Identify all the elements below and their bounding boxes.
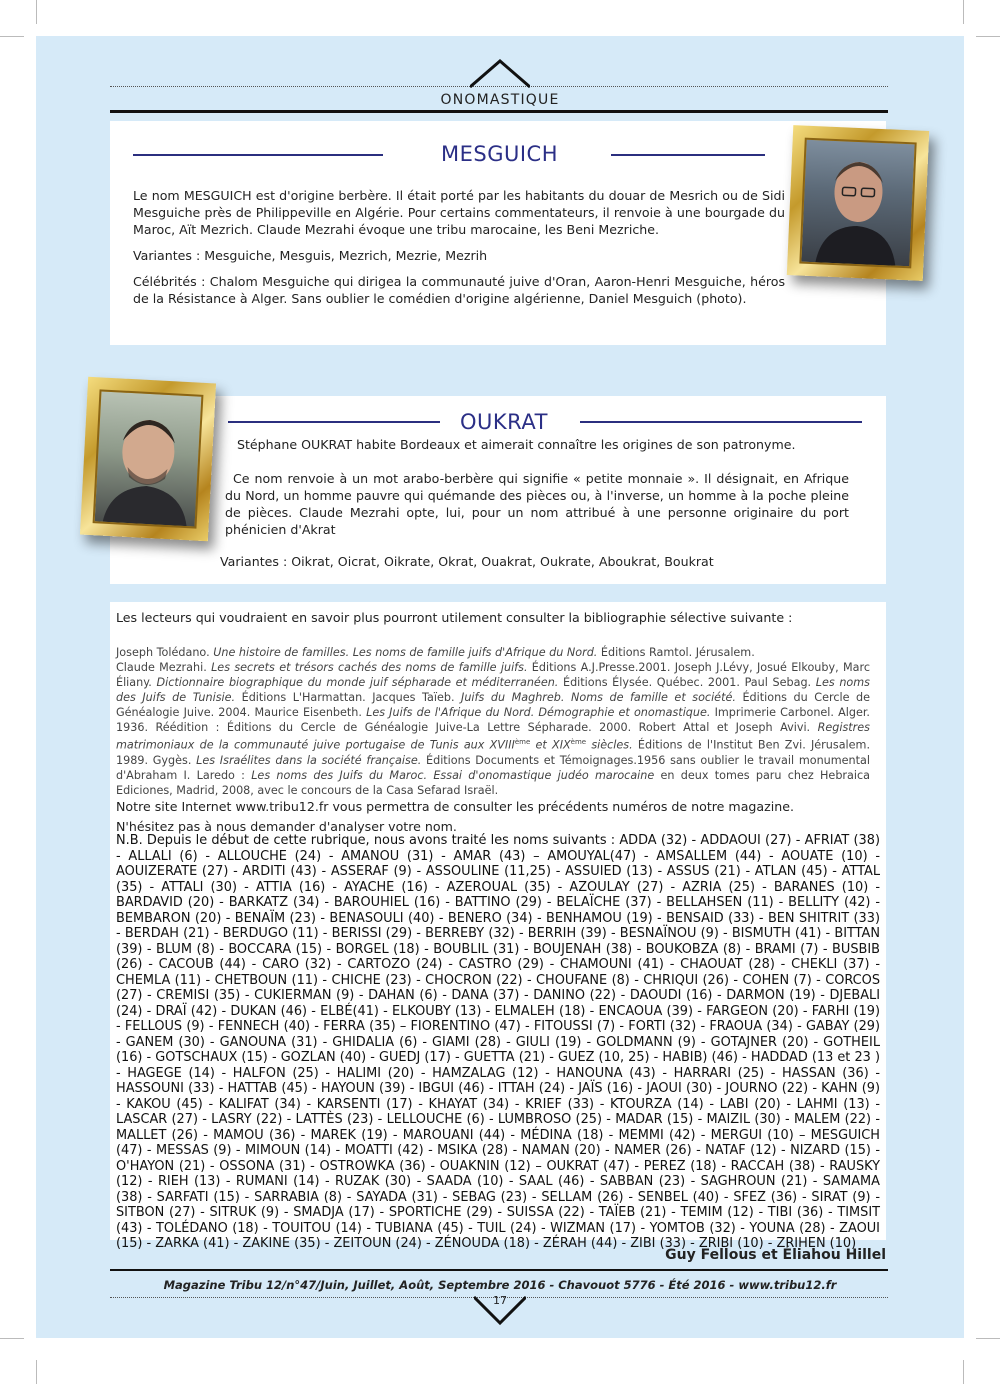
bib-text: Éditions du Cercle de Généalogie Juive. 2004. Maurice Eisenbeth. bbox=[116, 691, 870, 719]
title-rule-left bbox=[133, 154, 383, 156]
mesguich-origin-text bbox=[133, 187, 785, 238]
oukrat-intro: Stéphane OUKRAT habite Bordeaux et aimerait connaître les origines de son patronyme. bbox=[237, 437, 796, 452]
contact-note: N'hésitez pas à nous demander d'analyser votre nom. bbox=[116, 819, 457, 834]
variants-list: Oikrat, Oicrat, Oikrate, Okrat, Ouakrat, Oukrate, Aboukrat, Boukrat bbox=[291, 554, 714, 569]
mesguich-celebrities bbox=[133, 273, 785, 307]
bib-text: Éditions Ramtol. Jérusalem. bbox=[597, 646, 755, 659]
bib-title: Les Juifs de l'Afrique du Nord. Démographie et onomastique. bbox=[366, 706, 711, 719]
bib-title: Une histoire de familles. Les noms de famille juifs d'Afrique du Nord. bbox=[213, 646, 598, 659]
crop-mark bbox=[963, 0, 964, 24]
bib-title: Les Israélites dans la société française. bbox=[196, 753, 422, 767]
oukrat-title: OUKRAT bbox=[460, 410, 548, 434]
bib-title: Registres matrimoniaux de la communauté juive portugaise de Tunis aux XVIII bbox=[116, 721, 870, 752]
bib-text: Éditions Élysée. Québec. 2001. Paul Sebag. bbox=[558, 676, 816, 689]
bibliography-list bbox=[116, 645, 870, 798]
bib-text: Joseph Tolédano. bbox=[116, 646, 214, 659]
title-rule-right bbox=[611, 154, 765, 156]
variants-label: Variantes : bbox=[220, 554, 288, 569]
mesguich-variants bbox=[133, 247, 785, 264]
oukrat-origin-text: Ce nom renvoie à un mot arabo-berbère qui signifie « petite monnaie ». Il désignait, en Afrique du Nord, un homme pauvre qui quémande des pièces ou, à l'inverse, un homme à la poche pleine de pièces. Claude Mezrahi opte, lui, pour un nom attribué à une personne originaire du port phénicien d'Akrat bbox=[225, 471, 849, 537]
mesguich-title: MESGUICH bbox=[441, 142, 559, 166]
bibliography-intro: Les lecteurs qui voudraient en savoir plus pourront utilement consulter la bibliographie sélective suivante : bbox=[116, 610, 793, 625]
person-silhouette-icon bbox=[801, 140, 914, 267]
bib-text: Éditions Documents et Témoignages.1956 sans oublier le travail monumental d'Abraham I. Laredo : bbox=[116, 753, 870, 782]
crop-mark bbox=[976, 1338, 1000, 1339]
mesguich-paragraph: Le nom MESGUICH est d'origine berbère. Il était porté par les habitants du douar de Mesrich ou de Sidi Mesguiche près de Philippeville en Algérie. Pour certains commentateurs, il renvoie à une bourgade du Maroc, Aït Mezrich. Claude Mezrahi évoque une tribu marocaine, les Beni Mezriche. bbox=[133, 188, 785, 237]
portrait-photo bbox=[799, 138, 916, 269]
website-note: Notre site Internet www.tribu12.fr vous permettra de consulter les précédents numéros de notre magazine. bbox=[116, 799, 794, 814]
crop-mark bbox=[36, 0, 37, 24]
oukrat-variants bbox=[220, 553, 860, 570]
bib-title: siècles. bbox=[586, 738, 633, 752]
bib-text: Éditions L'Harmattan. Jacques Taïeb. bbox=[235, 691, 462, 704]
bib-title: et XIX bbox=[530, 738, 571, 752]
names-treated-list: N.B. Depuis le début de cette rubrique, nous avons traité les noms suivants : ADDA (32) - ADDAOUI (27) - AFRIAT (38) - ALLALI (6) - ALLOUCHE (24) - AMANOU (31) - AMAR (43) – AMOUYAL(47) - AMSALLEM (44) - AOUATE (10) - AOUIZERATE (27) - ARDITI (43) - ASSERAF (9) - ASSOULINE (11,25) - ASSUIED (13) - ASSUS (21) - ATLAN (45) - ATTAL (35) - ATTALI (30) - ATTIA (16) - AYACHE (16) - AZEROUAL (35) - AZOULAY (27) - AZRIA (25) - BARANES (10) - BARDAVID (20) - BARKATZ (34) - BAROUHIEL (16) - BATTINO (29) - BELAÏCHE (37) - BELLAHSEN (11) - BELLITY (42) - BEMBARON (20) - BENAÏM (23) - BENASOULI (40) - BENERO (34) - BENHAMOU (19) - BENSAID (33) - BEN SHITRIT (33) - BERDAH (21) - BERDUGO (11) - BERISSI (29) - BERREBY (32) - BERRIH (39) - BESNAÏNOU (9) - BISMUTH (41) - BITTAN (39) - BLUM (8) - BOCCARA (15) - BORGEL (18) - BOUBLIL (31) - BOUJENAH (38) - BOUKOBZA (8) - BRAMI (7) - BUSBIB (26) - CACOUB (44) - CARO (32) - CARTOZO (24) - CASTRO (29) - CHAMOUNI (41) - CHAOUAT (28) - CHEKLI (37) - CHEMLA (11) - CHETBOUN (11) - CHICHE (23) - CHOCRON (22) - CHOUFANE (8) - CHRIQUI (26) - COHEN (7) - CORCOS (27) - CREMISI (35) - CUKIERMAN (9) - DAHAN (6) - DANA (37) - DANINO (22) - DAOUDI (16) - DARMON (19) - DJEBALI (24) - DRAÏ (42) - DUKAN (46) - ELBÉ(41) - ELKOUBY (13) - ELMALEH (18) - ENCAOUA (39) - FARGEON (20) - FARHI (19) - FELLOUS (9) - FENNECH (40) - FERRA (35) – FIORENTINO (47) - FITOUSSI (7) - FORTI (32) - FRAOUA (34) - GABAY (29) - GANEM (30) - GANOUNA (31) - GHIDALIA (6) - GIAMI (28) - GIULI (19) - GOLDMANN (9) - GOTAJNER (20) - GOTHEIL (16) - GOTSCHAUX (15) - GOZLAN (40) - GUEDJ (17) - GUETTA (21) - GUEZ (10, 25) - HABIB) (46) - HADDAD (13 et 23 ) - HAGEGE (14) - HALFON (25) - HALIMI (20) - HAMZALAG (12) - HANOUNA (43) - HARRARI (25) - HASSAN (36) - HASSOUNI (33) - HATTAB (45) - HAYOUN (39) - IBGUI (46) - ITTAH (24) - JAÏS (16) - JAOUI (30) - JOURNO (22) - KAHN (9) - KAKOU (45) - KALIFAT (34) - KARSENTI (17) - KHAYAT (34) - KRIEF (33) - KTOURZA (14) - LABI (20) - LAHMI (13) - LASCAR (27) - LASRY (22) - LATTÈS (23) - LELLOUCHE (6) - LUMBROSO (25) - MADAR (15) - MAIZIL (30) - MALEM (22) - MALLET (26) - MAMOU (36) - MAREK (19) - MAROUANI (44) - MÉDINA (18) - MEMMI (42) - MERGUI (10) – MESGUICH (47) - MESSAS (9) - MIMOUN (14) - MOATTI (42) - MSIKA (28) - NAMAN (20) - NAMER (26) - NATAF (12) - NIZARD (15) - O'HAYON (21) - OSSONA (31) - OSTROWKA (36) - OUAKNIN (12) – OUKRAT (47) - PEREZ (18) - RACCAH (38) - RAUSKY (12) - RIEH (13) - RUMANI (14) - RUZAK (30) - SAADA (10) - SAAL (46) - SABBAN (23) - SAGHROUN (21) - SAMAMA (38) - SARFATI (15) - SARRABIA (8) - SAYADA (31) - SEBAG (23) - SELLAM (26) - SENBEL (40) - SFEZ (36) - SIRAT (9) - SITBON (27) - SITRUK (9) - SMADJA (17) - SPORTICHE (29) - SUISSA (22) - TAÏEB (21) - TEMIM (12) - TIBI (36) - TIMSIT (43) - TOLÉDANO (18) - TOUITOU (14) - TUBIANA (45) - TUIL (24) - WIZMAN (17) - YOMTOB (32) - YOUNA (28) - ZAOUI (15) - ZARKA (41) - ZAKINE (35) - ZEITOUN (24) - ZÉNOUDA (18) - ZÉRAH (44) - ZIBI (33) - ZRIBI (10) - ZRIHEN (10) bbox=[116, 833, 880, 1251]
bib-title: Les secrets et trésors cachés des noms de famille juifs. bbox=[211, 661, 528, 674]
crop-mark bbox=[0, 1338, 24, 1339]
title-rule-left bbox=[228, 421, 440, 423]
oukrat-portrait-frame bbox=[80, 377, 216, 541]
crop-mark bbox=[0, 36, 24, 37]
person-silhouette-icon bbox=[95, 391, 202, 526]
bib-title: Dictionnaire biographique du monde juif sépharade et méditerranéen. bbox=[156, 676, 559, 689]
crop-mark bbox=[963, 1360, 964, 1384]
title-rule-right bbox=[580, 421, 862, 423]
celebrities-text: Chalom Mesguiche qui dirigea la communauté juive d'Oran, Aaron-Henri Mesguiche, héros de la Résistance à Alger. Sans oublier le comédien d'origine algérienne, Daniel Mesguich (photo). bbox=[133, 274, 786, 306]
header-chevron-icon bbox=[470, 58, 530, 88]
bib-title: Les noms des Juifs de Tunisie. bbox=[116, 676, 871, 704]
variants-label: Variantes : bbox=[133, 248, 201, 263]
bib-text: Éditions A.J.Presse.2001. Joseph J.Lévy, Josué Elkouby, Marc Éliany. bbox=[116, 661, 870, 689]
bib-sup: ème bbox=[570, 738, 587, 746]
author-credit: Guy Fellous et Éliahou Hillel bbox=[665, 1247, 886, 1263]
bib-text: Éditions de l'Institut Ben Zvi. Jérusalem. 1989. Gygès. bbox=[116, 738, 870, 767]
variants-list: Mesguiche, Mesguis, Mezrich, Mezrie, Mezrih bbox=[204, 248, 488, 263]
bib-text: en deux tomes paru chez Hebraica Ediciones, Madrid, 2008, avec le concours de la Casa Sefarad Israël. bbox=[116, 768, 870, 797]
footer-publication: Magazine Tribu 12/n°47/Juin, Juillet, Août, Septembre 2016 - Chavouot 5776 - Été 2016 - www.tribu12.fr bbox=[163, 1278, 837, 1292]
section-label: ONOMASTIQUE bbox=[440, 92, 560, 108]
portrait-photo bbox=[93, 389, 204, 528]
bib-text: Imprimerie Carbonel. Alger. 1936. Réédition : Éditions du Cercle de Généalogie Juive-La Lettre Sépharade. 2000. Robert Attal et Joseph Avivi. bbox=[116, 706, 870, 734]
footer-rule bbox=[110, 1269, 888, 1271]
bib-sup: ème bbox=[514, 738, 531, 746]
crop-mark bbox=[36, 1360, 37, 1384]
mesguich-portrait-frame bbox=[787, 125, 929, 281]
bib-text: Claude Mezrahi. bbox=[116, 661, 212, 674]
page-number: 17 bbox=[493, 1294, 507, 1307]
bib-title: Les noms des Juifs du Maroc. Essai d'onomastique judéo marocaine bbox=[251, 768, 655, 782]
crop-mark bbox=[976, 36, 1000, 37]
bib-title: Juifs du Maghreb. Noms de famille et société. bbox=[461, 691, 736, 704]
celebrities-label: Célébrités : bbox=[133, 274, 206, 289]
header-rule bbox=[110, 110, 888, 113]
